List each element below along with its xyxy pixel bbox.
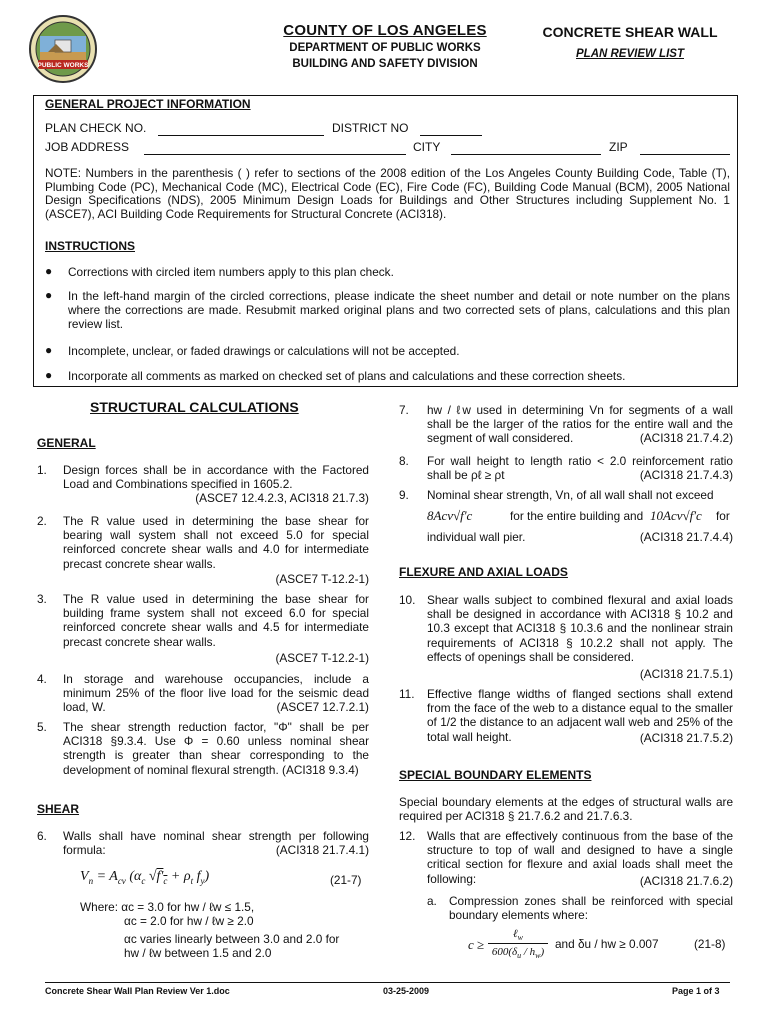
item-text: for the entire building and — [510, 509, 644, 523]
plan-check-field[interactable] — [158, 122, 324, 136]
district-field[interactable] — [420, 122, 482, 136]
city-label: CITY — [413, 140, 441, 154]
item-reference: (ACI318 21.7.4.1) — [275, 843, 369, 857]
project-info-heading: GENERAL PROJECT INFORMATION — [45, 97, 251, 111]
item-number: 12. — [399, 829, 416, 843]
shear-heading: SHEAR — [37, 802, 80, 816]
where-line: αc = 2.0 for hw / ℓw ≥ 2.0 — [124, 914, 254, 928]
equation-number: (21-8) — [694, 937, 726, 951]
item-text: individual wall pier. — [427, 530, 526, 544]
item-reference: (ACI318 21.7.5.1) — [639, 667, 733, 681]
job-address-label: JOB ADDRESS — [45, 140, 130, 154]
code-reference-note: NOTE: Numbers in the parenthesis ( ) refer to sections of the 2008 edition of the Los Angeles County Building Code, Table (T), Plumbing Code (PC), Mechanical Code (MC), Electrical Code (EC), Fire Code (FC), Building Code Manual (BCM), 2005 National Design Specifications (NDS), 2005 Minimum Design Loads for Buildings and Other Structures including Supplement No. 1 (ASCE7), ACI Building Code Requirements for Structural Concrete (ACI318). — [45, 166, 730, 222]
shear-limit-formula-building: 8Acv√f'c — [427, 508, 473, 523]
item-text: for — [716, 509, 730, 523]
item-number: 3. — [37, 592, 47, 606]
item-number: 7. — [399, 403, 409, 417]
footer-page-number: Page 1 of 3 — [672, 986, 720, 996]
item-number: 5. — [37, 720, 47, 734]
where-line: hw / ℓw between 1.5 and 2.0 — [124, 946, 272, 960]
item-text: hw / ℓw used in determining Vn for segments of a wall shall be the larger of the ratios for the entire wall and the segment of wall considered. — [427, 403, 733, 446]
item-text: In storage and warehouse occupancies, include a minimum 25% of the floor live load for the seismic dead load, W. — [63, 672, 369, 715]
boundary-formula-numerator: ℓ$_w$ — [513, 928, 523, 943]
item-text: Compression zones shall be reinforced with special boundary elements where: — [449, 894, 733, 923]
instruction-item: Incorporate all comments as marked on checked set of plans and calculations and these correction sheets. — [68, 369, 626, 383]
item-reference: (ACI318 21.7.4.4) — [639, 530, 733, 544]
fraction-bar — [488, 943, 548, 944]
item-text: Nominal shear strength, Vn, of all wall shall not exceed — [427, 488, 714, 502]
footer-document-name: Concrete Shear Wall Plan Review Ver 1.doc — [45, 986, 230, 996]
item-text: The R value used in determining the base shear for bearing wall system shall not exceed 5.0 for special reinforced concrete shear walls and 4.0 for intermediate precast concrete shear walls. — [63, 514, 369, 571]
item-number: 11. — [399, 687, 415, 701]
boundary-formula-denominator: $600(\delta_u / h_w)$ — [491, 946, 545, 961]
county-name: COUNTY OF LOS ANGELES — [283, 22, 487, 39]
item-number: 4. — [37, 672, 47, 686]
special-boundary-heading: SPECIAL BOUNDARY ELEMENTS — [399, 768, 592, 782]
bullet-dot: ● — [45, 343, 53, 357]
item-text: For wall height to length ratio < 2.0 reinforcement ratio shall be ρℓ ≥ ρt — [427, 454, 733, 483]
sub-item-letter: a. — [427, 894, 437, 908]
item-number: 9. — [399, 488, 409, 502]
district-label: DISTRICT NO — [332, 121, 409, 135]
bullet-dot: ● — [45, 288, 53, 302]
zip-label: ZIP — [609, 140, 628, 154]
item-number: 8. — [399, 454, 409, 468]
instruction-item: Incomplete, unclear, or faded drawings or calculations will not be accepted. — [68, 344, 460, 358]
footer-divider — [45, 982, 730, 983]
where-line: αc varies linearly between 3.0 and 2.0 for — [124, 932, 340, 946]
item-number: 10. — [399, 593, 416, 607]
public-works-seal — [28, 14, 98, 84]
instruction-item: In the left-hand margin of the circled corrections, please indicate the sheet number and detail or note number on the plans where the corrections are made. Resubmit marked original plans and two corrected sets of plans, calculations and this plan review list. — [68, 289, 730, 332]
item-reference: (ASCE7 T-12.2-1) — [275, 572, 369, 586]
item-reference: (ACI318 21.7.6.2) — [639, 874, 733, 888]
job-address-field[interactable] — [144, 141, 406, 155]
footer-date: 03-25-2009 — [383, 986, 430, 996]
bullet-dot: ● — [45, 264, 53, 278]
item-number: 1. — [37, 463, 47, 477]
city-field[interactable] — [451, 141, 601, 155]
document-subtitle: PLAN REVIEW LIST — [576, 48, 684, 60]
svg-text:PUBLIC WORKS: PUBLIC WORKS — [37, 62, 89, 69]
equation-number: (21-7) — [330, 873, 362, 887]
item-number: 6. — [37, 829, 47, 843]
general-heading: GENERAL — [37, 436, 96, 450]
item-text: Shear walls subject to combined flexural and axial loads shall be designed in accordance with ACI318 § 10.2 and 10.3 except that ACI318 § 10.3.6 and the nonlinear strain requirements of ACI318 § 10.2.2 shall not apply. The effects of openings shall be considered. — [427, 593, 733, 664]
item-text: Effective flange widths of flanged sections shall extend from the face of the web to a distance equal to the smaller of 1/2 the distance to an adjacent wall web and 25% of the total wall height. — [427, 687, 733, 744]
item-text: Walls that are effectively continuous from the base of the structure to top of wall and designed to have a single critical section for flexure and axial loads shall meet the following: — [427, 829, 733, 886]
shear-strength-formula: $V_n = A_{cv}$ ($\alpha_c$ $√f'_c + \rho_t$ $f_y$) — [80, 869, 210, 886]
item-reference: (ASCE7 T-12.2-1) — [275, 651, 369, 665]
plan-check-label: PLAN CHECK NO. — [45, 121, 147, 135]
where-line: Where: αc = 3.0 for hw / ℓw ≤ 1.5, — [80, 900, 255, 914]
zip-field[interactable] — [640, 141, 730, 155]
shear-limit-formula-pier: 10Acv√f'c — [650, 508, 702, 523]
division-name: BUILDING AND SAFETY DIVISION — [292, 58, 478, 70]
item-text: Design forces shall be in accordance with the Factored Load and Combinations specified in 1605.2. — [63, 463, 369, 492]
item-reference: (ACI318 21.7.5.2) — [639, 731, 733, 745]
item-reference: (ACI318 21.7.4.2) — [639, 431, 733, 445]
item-reference: (ASCE7 12.7.2.1) — [276, 700, 369, 714]
boundary-formula-lhs: c ≥ — [468, 937, 485, 952]
special-boundary-intro: Special boundary elements at the edges of structural walls are required per ACI318 § 21.7.6.2 and 21.7.6.3. — [399, 795, 733, 824]
bullet-dot: ● — [45, 368, 53, 382]
boundary-condition: and δu / hw ≥ 0.007 — [555, 937, 659, 951]
item-number: 2. — [37, 514, 47, 528]
item-reference: (ACI318 21.7.4.3) — [639, 468, 733, 482]
item-text: The shear strength reduction factor, "Φ" shall be per ACI318 §9.3.4. Use Φ = 0.60 unless nominal shear strength is greater than shear corresponding to the development of nominal flexural strength. (ACI318 9.3.4) — [63, 720, 369, 777]
document-title: CONCRETE SHEAR WALL — [542, 24, 718, 40]
instructions-heading: INSTRUCTIONS — [45, 239, 135, 253]
item-text: The R value used in determining the base shear for building frame system shall not exceed 6.0 for special reinforced concrete shear walls and 4.5 for intermediate precast concrete shear walls. — [63, 592, 369, 649]
instruction-item: Corrections with circled item numbers apply to this plan check. — [68, 265, 394, 279]
flexure-axial-heading: FLEXURE AND AXIAL LOADS — [399, 565, 568, 579]
structural-calculations-title: STRUCTURAL CALCULATIONS — [90, 399, 299, 415]
department-name: DEPARTMENT OF PUBLIC WORKS — [289, 42, 481, 54]
item-text: Walls shall have nominal shear strength per following formula: — [63, 829, 369, 858]
item-reference: (ASCE7 12.4.2.3, ACI318 21.7.3) — [195, 491, 369, 505]
